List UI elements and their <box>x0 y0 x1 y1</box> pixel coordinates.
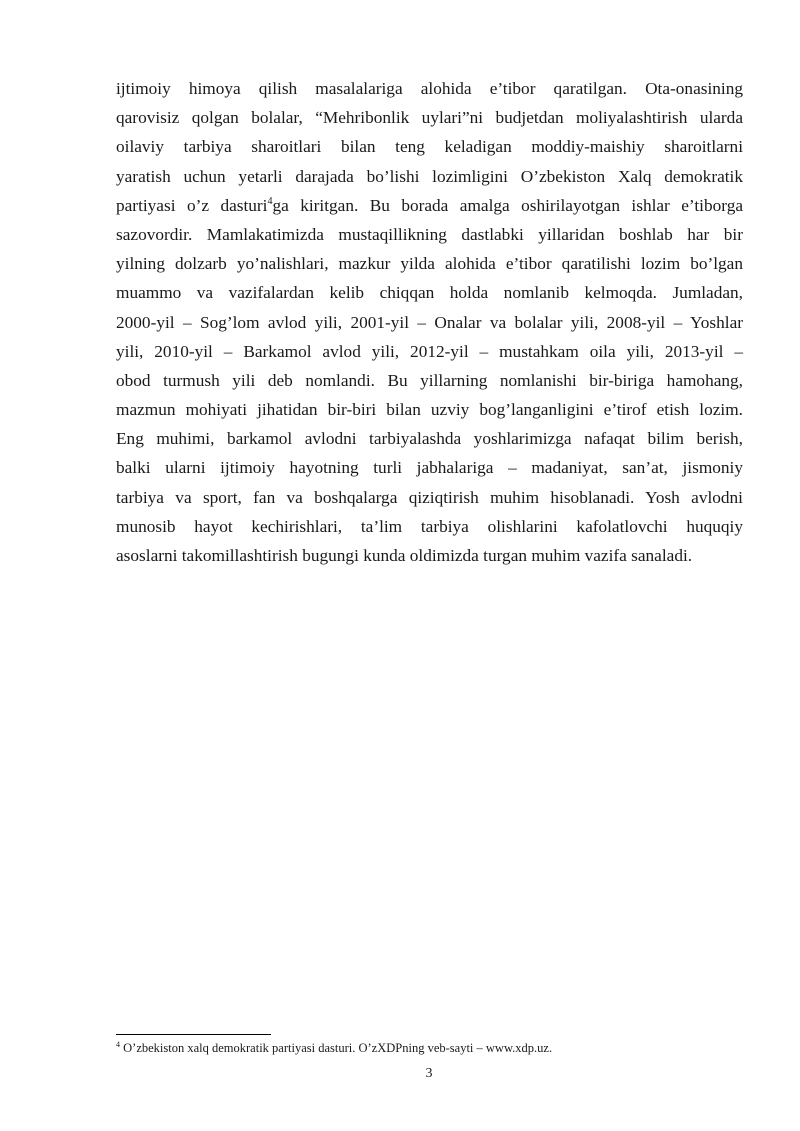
text-segment: partiyasi o’z dasturi <box>116 195 268 215</box>
text-line: 2000-yil – Sog’lom avlod yili, 2001-yil – Onalar va bolalar yili, 2008-yil – Yoshlar <box>116 312 743 332</box>
text-line: qarovisiz qolgan bolalar, “Mehribonlik uylari”ni budjetdan moliyalashtirish ularda <box>116 108 743 128</box>
text-line: sazovordir. Mamlakatimizda mustaqillikning dastlabki yillaridan boshlab har bir <box>116 224 743 244</box>
text-line: mazmun mohiyati jihatidan bir-biri bilan uzviy bog’langanligini e’tirof etish lozim. <box>116 400 743 420</box>
text-line-with-footnote-ref <box>116 191 743 220</box>
text-line: asoslarni takomillashtirish bugungi kunda oldimizda turgan muhim vazifa sanaladi. <box>116 546 693 565</box>
footnote-reference: 4 <box>267 195 273 207</box>
page-number: 3 <box>425 1066 433 1081</box>
text-line: munosib hayot kechirishlari, ta’lim tarbiya olishlarini kafolatlovchi huquqiy <box>116 516 743 536</box>
text-line: oilaviy tarbiya sharoitlari bilan teng keladigan moddiy-maishiy sharoitlarni <box>116 137 743 157</box>
text-line: muammo va vazifalardan kelib chiqqan holda nomlanib kelmoqda. Jumladan, <box>116 283 743 303</box>
text-line: Eng muhimi, barkamol avlodni tarbiyalashda yoshlarimizga nafaqat bilim berish, <box>116 429 743 449</box>
text-line: yilning dolzarb yo’nalishlari, mazkur yilda alohida e’tibor qaratilishi lozim bo’lgan <box>116 254 743 274</box>
text-line: balki ularni ijtimoiy hayotning turli jabhalariga – madaniyat, san’at, jismoniy <box>116 458 743 478</box>
footnote <box>116 1041 552 1056</box>
text-line: tarbiya va sport, fan va boshqalarga qiziqtirish muhim hisoblanadi. Yosh avlodni <box>116 487 743 507</box>
footnote-marker: 4 <box>116 1040 120 1049</box>
text-line: ijtimoiy himoya qilish masalalariga alohida e’tibor qaratilgan. Ota-onasining <box>116 79 743 98</box>
text-line: yili, 2010-yil – Barkamol avlod yili, 2012-yil – mustahkam oila yili, 2013-yil – <box>116 341 743 361</box>
text-segment: ga kiritgan. Bu borada amalga oshirilayotgan ishlar e’tiborga <box>272 195 744 215</box>
text-line: yaratish uchun yetarli darajada bo’lishi lozimligini O’zbekiston Xalq demokratik <box>116 166 743 186</box>
footnote-text: O’zbekiston xalq demokratik partiyasi dasturi. O’zXDPning veb-sayti – www.xdp.uz. <box>120 1041 553 1055</box>
footnote-divider <box>116 1034 271 1035</box>
body-text <box>116 74 743 570</box>
text-line: obod turmush yili deb nomlandi. Bu yillarning nomlanishi bir-biriga hamohang, <box>116 370 743 390</box>
